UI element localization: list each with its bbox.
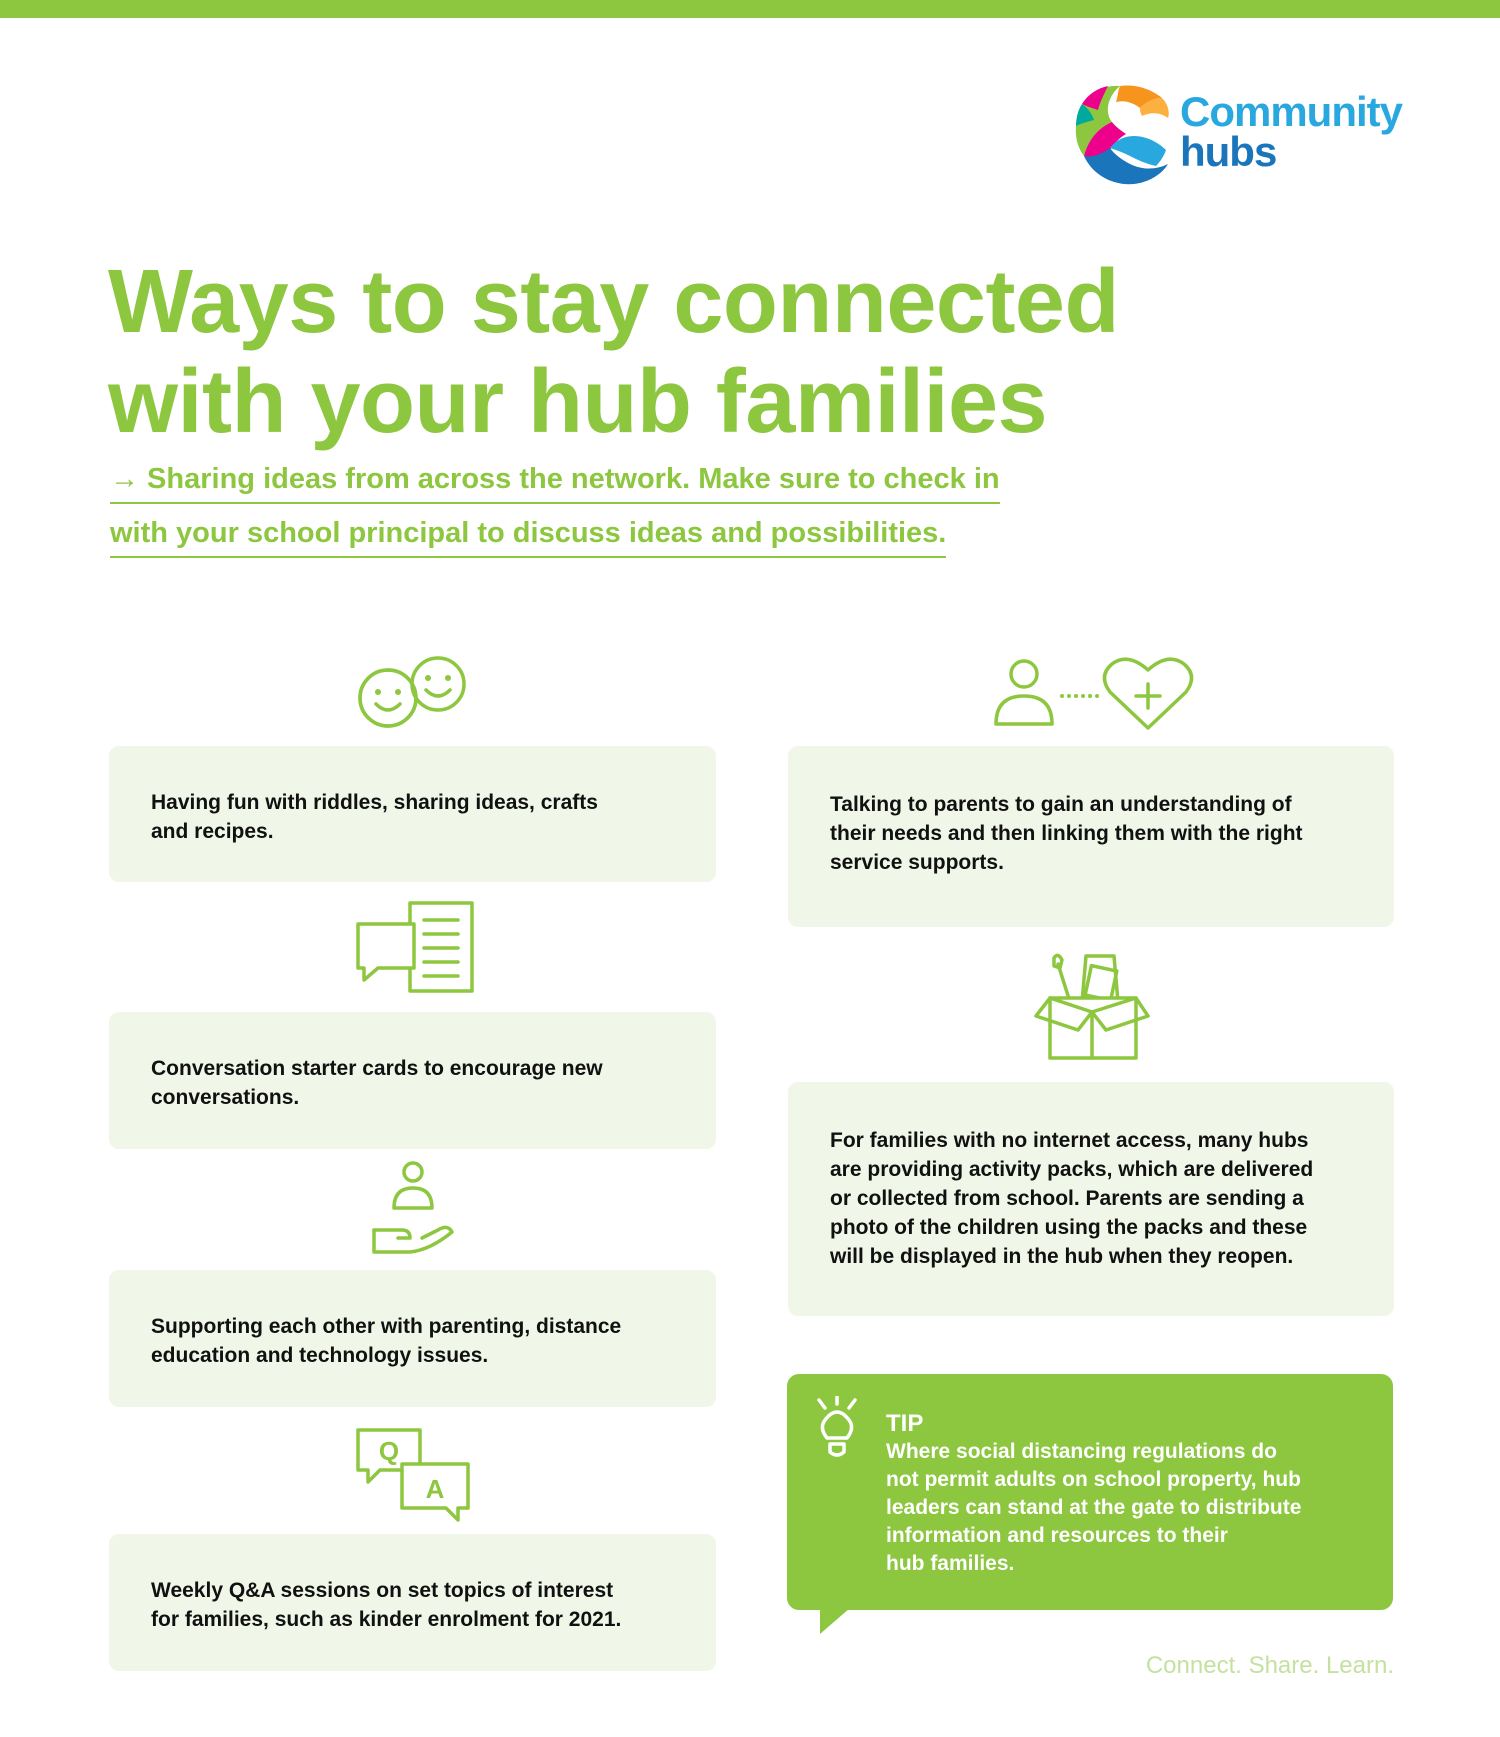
chat-document-icon (350, 900, 476, 994)
page-title (108, 252, 1308, 452)
card-riddles-crafts (109, 746, 716, 882)
card-weekly-qa (109, 1534, 716, 1671)
card-text-line: are providing activity packs, which are delivered (830, 1158, 1314, 1181)
card-text-line: Conversation starter cards to encourage new (151, 1057, 603, 1080)
tip-title: TIP (886, 1410, 924, 1437)
card-text-line: for families, such as kinder enrolment for 2021. (151, 1608, 622, 1631)
tip-body (886, 1438, 1356, 1578)
lightbulb-icon (815, 1396, 859, 1462)
page-subtitle (110, 462, 1110, 570)
card-text-line: service supports. (830, 851, 1004, 874)
card-text-line: will be displayed in the hub when they reopen. (830, 1245, 1294, 1268)
hand-support-person-icon (370, 1160, 456, 1258)
tip-text-line: information and resources to their (886, 1524, 1228, 1547)
tip-speech-tail (820, 1608, 850, 1634)
card-text-line: For families with no internet access, many hubs (830, 1129, 1309, 1152)
card-conversation-cards (109, 1012, 716, 1149)
card-text-line: or collected from school. Parents are sending a (830, 1187, 1304, 1210)
card-text-line: Supporting each other with parenting, distance (151, 1315, 622, 1338)
smiley-faces-icon (356, 650, 468, 732)
card-activity-packs (788, 1082, 1394, 1316)
tip-text-line: not permit adults on school property, hub (886, 1468, 1301, 1491)
card-text-line: education and technology issues. (151, 1344, 489, 1367)
tip-callout (787, 1374, 1393, 1610)
tip-text-line: leaders can stand at the gate to distribute (886, 1496, 1302, 1519)
tagline: Connect. Share. Learn. (1145, 1652, 1394, 1679)
activity-box-icon (1032, 950, 1152, 1066)
card-text-line: Weekly Q&A sessions on set topics of interest (151, 1579, 614, 1602)
logo-word-hubs: hubs (1180, 128, 1277, 175)
subtitle-line-1: → Sharing ideas from across the network. Make sure to check in (110, 462, 1000, 504)
tip-text-line: hub families. (886, 1552, 1015, 1575)
card-text-line: their needs and then linking them with the right (830, 822, 1303, 845)
card-text-line: photo of the children using the packs and these (830, 1216, 1308, 1239)
q-and-a-icon (354, 1426, 472, 1522)
card-talking-to-parents (788, 746, 1394, 927)
card-supporting-parenting (109, 1270, 716, 1407)
title-line-2: with your hub families (108, 352, 1048, 452)
card-text-line: and recipes. (151, 820, 274, 843)
logo-wordmark (1180, 88, 1402, 175)
logo-word-community: Community (1180, 88, 1402, 135)
tip-text-line: Where social distancing regulations do (886, 1440, 1277, 1463)
person-heart-link-icon (990, 654, 1194, 732)
subtitle-line-2: with your school principal to discuss ideas and possibilities. (110, 516, 946, 558)
community-hubs-logo (1068, 78, 1408, 190)
title-line-1: Ways to stay connected (108, 252, 1119, 352)
svg-text:Q: Q (378, 1436, 400, 1466)
card-text-line: Having fun with riddles, sharing ideas, crafts (151, 791, 598, 814)
hands-circle-logo-icon (1068, 78, 1172, 190)
svg-text:A: A (425, 1474, 445, 1504)
card-text-line: Talking to parents to gain an understanding of (830, 793, 1292, 816)
card-text-line: conversations. (151, 1086, 300, 1109)
top-accent-bar (0, 0, 1500, 18)
